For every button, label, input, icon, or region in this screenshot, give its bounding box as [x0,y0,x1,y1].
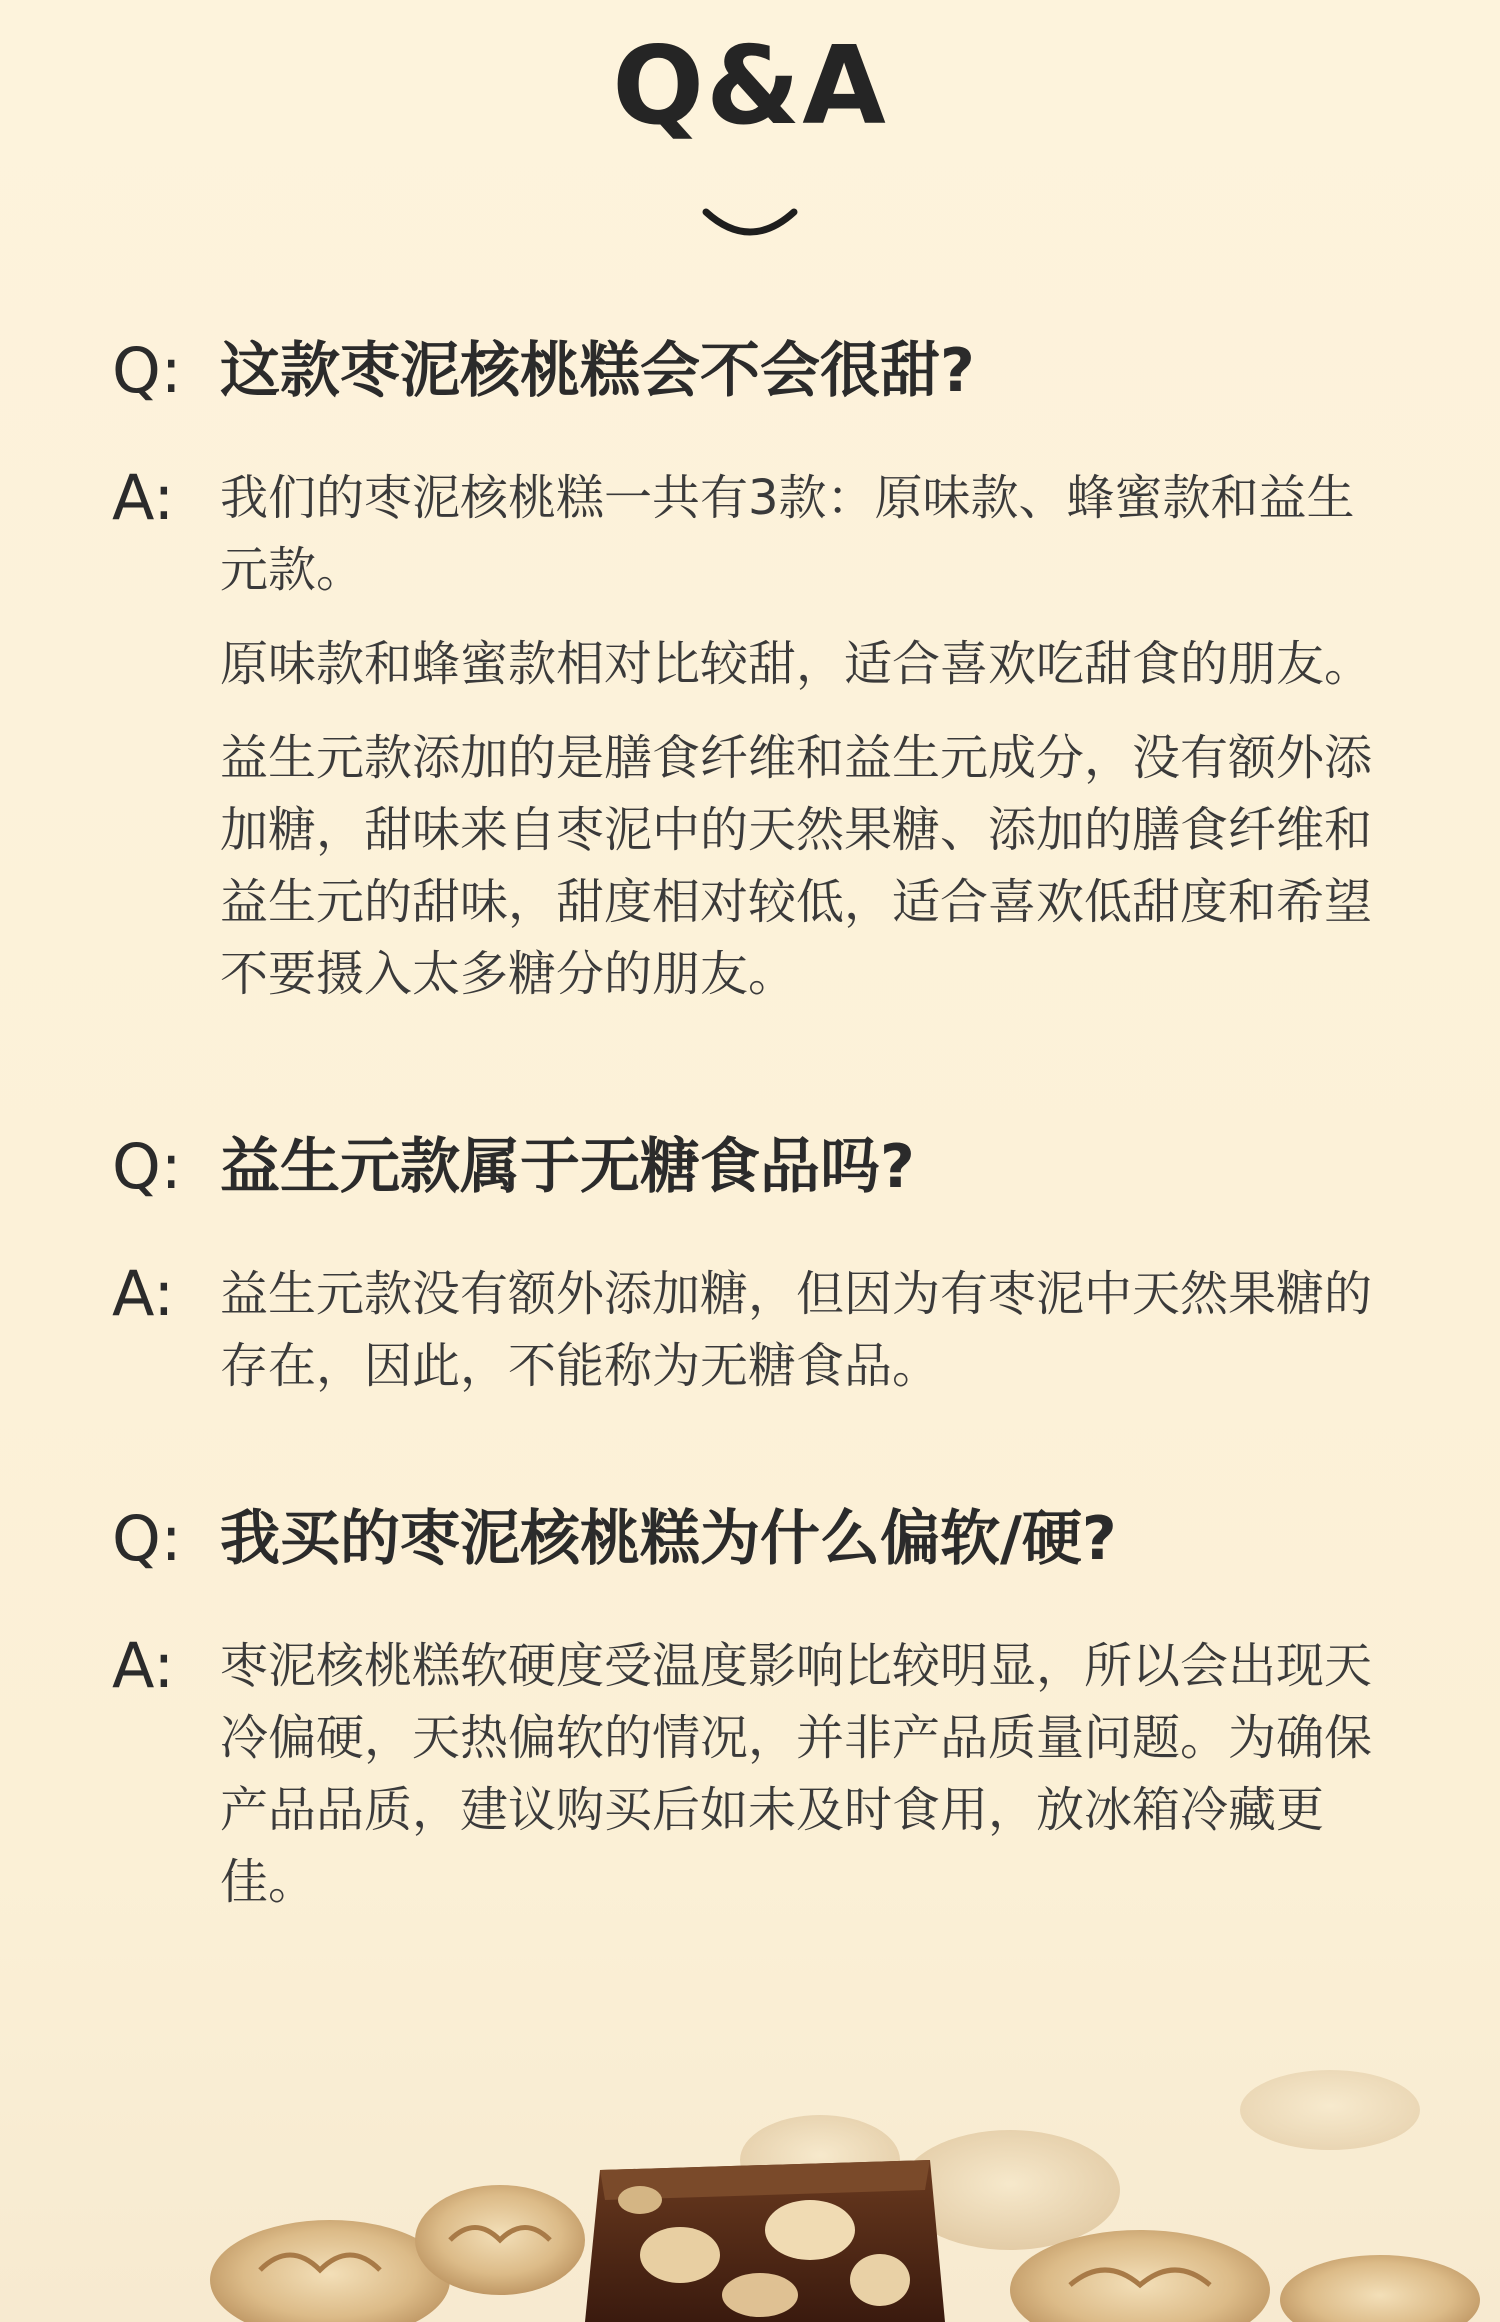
answer-paragraph: 益生元款没有额外添加糖，但因为有枣泥中天然果糖的存在，因此，不能称为无糖食品。 [220,1266,1373,1394]
answer-label: A: [112,461,175,534]
question-label: Q: [112,1130,182,1203]
question-text: 这款枣泥核桃糕会不会很甜? [220,336,975,406]
question-text: 益生元款属于无糖食品吗? [220,1132,915,1202]
qa-item-2 [112,1128,1402,1402]
qa-item-3 [112,1500,1402,1918]
answer-paragraph: 枣泥核桃糕软硬度受温度影响比较明显，所以会出现天冷偏硬，天热偏软的情况，并非产品质量问题。为确保产品品质，建议购买后如未及时食用，放冰箱冷藏更佳。 [220,1638,1373,1910]
answer-row [112,1630,1402,1918]
question-row [112,1128,1402,1206]
question-text: 我买的枣泥核桃糕为什么偏软/硬? [220,1504,1117,1574]
answer-row [112,462,1402,1010]
answer-body [220,1630,1402,1918]
walnut-cake-image [0,2040,1500,2322]
answer-body [220,1258,1402,1402]
answer-body [220,462,1402,1010]
qa-item-1 [112,332,1402,1010]
question-label: Q: [112,1502,182,1575]
question-row [112,1500,1402,1578]
answer-paragraph: 原味款和蜂蜜款相对比较甜，适合喜欢吃甜食的朋友。 [220,636,1373,692]
answer-paragraph: 我们的枣泥核桃糕一共有3款：原味款、蜂蜜款和益生元款。 [220,470,1355,598]
smile-icon [700,204,800,244]
answer-label: A: [112,1257,175,1330]
page-title: Q&A [612,24,888,149]
answer-paragraph: 益生元款添加的是膳食纤维和益生元成分，没有额外添加糖，甜味来自枣泥中的天然果糖、添加的膳食纤维和益生元的甜味，甜度相对较低，适合喜欢低甜度和希望不要摄入太多糖分的朋友。 [220,730,1373,1002]
answer-row [112,1258,1402,1402]
question-row [112,332,1402,410]
question-label: Q: [112,334,182,407]
answer-label: A: [112,1629,175,1702]
